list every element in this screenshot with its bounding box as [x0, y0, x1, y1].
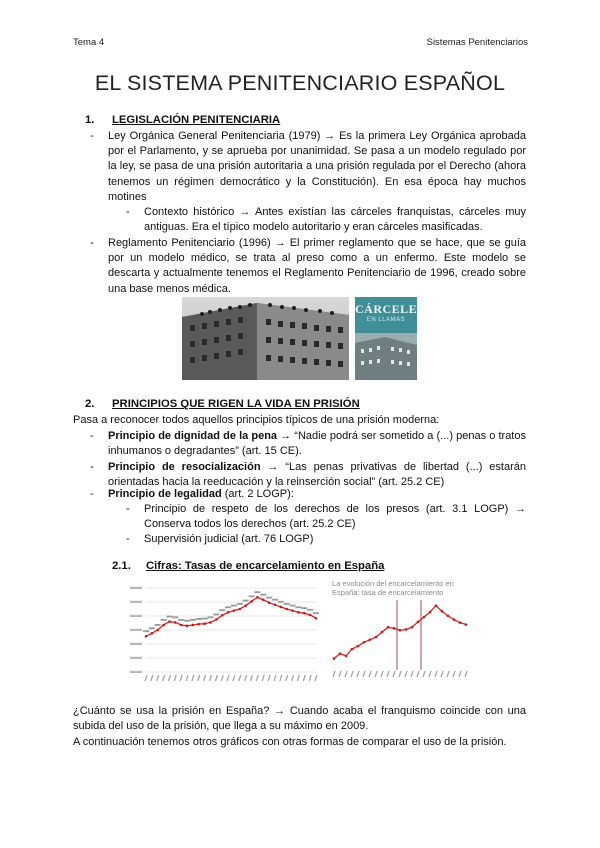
x-tick-label [215, 675, 217, 681]
x-tick-label [345, 671, 347, 677]
data-point [250, 600, 253, 603]
data-point [227, 611, 230, 614]
list-item-text: Ley Orgánica General Penitenciaria (1979) → Es la primera Ley Orgánica aprobada por el Parlamento, y se aprueba por unanimidad. Se pasa a un modelo regulado por la ley, se pasa de una prisión autoritaria a una prisión regulada por el Derecho (ahora tenemos un régimen democrático y la Constitución). En esa época hay muchos motines [108, 130, 526, 203]
section-2-1-number: 2.1. [112, 560, 131, 572]
x-tick-label [399, 671, 401, 677]
y-tick-label [130, 615, 142, 617]
x-tick-label [339, 671, 341, 677]
x-tick-label [198, 675, 200, 681]
prison-photo [182, 297, 349, 380]
section-1-title: LEGISLACIÓN PENITENCIARIA [112, 114, 281, 126]
list-item-ley-organica: - Ley Orgánica General Penitenciaria (1979) → Es la primera Ley Orgánica aprobada por el Parlamento, y se aprueba por unanimidad. Se pasa a un modelo regulado por la ley, se pasa de una prisión autoritaria a una prisión regulada por el Derecho (ahora tenemos un régimen democrático y la Constitución). En esa época hay muchos motines [90, 130, 526, 203]
x-tick-label [227, 675, 229, 681]
principle-name: Principio de dignidad de la pena [108, 430, 278, 442]
x-tick-label [357, 671, 359, 677]
y-tick-label [130, 629, 142, 631]
x-tick-label [174, 675, 176, 681]
data-label [272, 599, 278, 601]
x-tick-label [251, 675, 253, 681]
x-tick-label [423, 671, 425, 677]
data-point [174, 621, 177, 624]
x-tick-label [145, 675, 147, 681]
data-label [155, 624, 161, 626]
data-label [178, 619, 184, 621]
data-point [393, 627, 396, 630]
data-point [238, 608, 241, 611]
x-tick-label [405, 671, 407, 677]
list-item-text: Contexto histórico → Antes existían las cárceles franquistas, cárceles muy antiguas. Era el típico modelo autoritario y eran cárceles masificadas. [144, 206, 526, 234]
data-point [399, 629, 402, 632]
x-tick-label [429, 671, 431, 677]
data-point [280, 606, 283, 609]
x-tick-label [303, 675, 305, 681]
x-tick-label [256, 675, 258, 681]
data-point [453, 618, 456, 621]
data-label [166, 616, 172, 618]
data-point [429, 611, 432, 614]
data-point [423, 616, 426, 619]
principle-sub-supervision: - Supervisión judicial (art. 76 LOGP) [126, 533, 314, 545]
header-right: Sistemas Penitenciarios [426, 37, 528, 48]
series-line [334, 606, 466, 659]
data-point [345, 655, 348, 658]
x-tick-label [180, 675, 182, 681]
x-tick-label [315, 675, 317, 681]
data-label [295, 606, 301, 608]
x-tick-label [262, 675, 264, 681]
x-tick-label [453, 671, 455, 677]
closing-paragraph-1: ¿Cuánto se usa la prisión en España? → Cuando acaba el franquismo coincide con una subida del uso de la prisión, que llega a su máximo en 2009. [73, 705, 526, 733]
data-label [213, 614, 219, 616]
data-label [284, 603, 290, 605]
chart-1 [128, 578, 320, 686]
x-tick-label [417, 671, 419, 677]
x-tick-label [239, 675, 241, 681]
data-point [291, 609, 294, 612]
x-tick-label [192, 675, 194, 681]
data-point [411, 626, 414, 629]
x-tick-label [309, 675, 311, 681]
x-tick-label [163, 675, 165, 681]
data-point [381, 631, 384, 634]
principle-resocializacion: - Principio de resocialización → “Las penas privativas de libertad (...) estarán orientadas hacia la reeducación y la reinserción social” (art. 25.2 CE) [90, 461, 526, 489]
list-subitem-contexto: - Contexto histórico → Antes existían las cárceles franquistas, cárceles muy antiguas. Era el típico modelo autoritario y eran cárceles masificadas. [126, 206, 526, 234]
section-2-1-heading [112, 560, 384, 572]
section-2-1-title: Cifras: Tasas de encarcelamiento en España [146, 560, 385, 572]
x-tick-label [441, 671, 443, 677]
x-tick-label [280, 675, 282, 681]
list-item-text: Principio de respeto de los derechos de los presos (art. 3.1 LOGP) → Conserva todos los derechos (art. 25.2 CE) [144, 503, 526, 531]
data-point [363, 641, 366, 644]
x-tick-label [381, 671, 383, 677]
x-tick-label [233, 675, 235, 681]
data-label [143, 630, 149, 632]
data-label [149, 627, 155, 629]
data-point [357, 645, 360, 648]
data-point [215, 618, 218, 621]
data-point [268, 601, 271, 604]
x-tick-label [411, 671, 413, 677]
chart-2 [328, 578, 470, 686]
data-point [297, 611, 300, 614]
principle-name: Principio de resocialización [108, 461, 261, 473]
data-point [405, 628, 408, 631]
data-point [417, 621, 420, 624]
data-point [387, 626, 390, 629]
data-point [156, 629, 159, 632]
data-label [243, 600, 249, 602]
data-point [285, 608, 288, 611]
data-point [145, 635, 148, 638]
data-point [209, 621, 212, 624]
x-tick-label [297, 675, 299, 681]
data-point [441, 610, 444, 613]
y-tick-label [130, 587, 142, 589]
principle-legalidad: - Principio de legalidad (art. 2 LOGP): [90, 488, 294, 500]
data-label [184, 620, 190, 622]
data-label [237, 603, 243, 605]
data-label [202, 618, 208, 620]
data-label [313, 612, 319, 614]
y-tick-label [130, 601, 142, 603]
x-tick-label [375, 671, 377, 677]
data-label [307, 609, 313, 611]
data-label [196, 618, 202, 620]
data-point [197, 623, 200, 626]
data-label [301, 607, 307, 609]
section-2-heading [85, 398, 360, 410]
principle-text: → “Nadie podrá ser sometido a (...) penas o tratos inhumanos o degradantes” (art. 15 CE). [108, 430, 526, 458]
y-tick-label [130, 643, 142, 645]
section-1-number: 1. [85, 114, 95, 126]
data-point [333, 657, 336, 660]
data-point [459, 621, 462, 624]
data-point [233, 609, 236, 612]
page-title: EL SISTEMA PENITENCIARIO ESPAÑOL [94, 71, 506, 95]
principle-sub-derechos: - Principio de respeto de los derechos de los presos (art. 3.1 LOGP) → Conserva todos los derechos (art. 25.2 CE) [126, 503, 526, 531]
data-point [244, 604, 247, 607]
x-tick-label [387, 671, 389, 677]
header-left: Tema 4 [73, 37, 105, 48]
principle-text: (art. 2 LOGP): [221, 488, 294, 500]
book-cover [355, 297, 425, 380]
x-tick-label [186, 675, 188, 681]
data-label [254, 591, 260, 593]
x-tick-label [459, 671, 461, 677]
x-tick-label [268, 675, 270, 681]
x-tick-label [274, 675, 276, 681]
data-label [207, 616, 213, 618]
chart-1-plot [128, 578, 320, 686]
x-tick-label [168, 675, 170, 681]
data-point [309, 614, 312, 617]
section-1-heading [85, 114, 280, 126]
x-tick-label [245, 675, 247, 681]
list-item-text: Reglamento Penitenciario (1996) → El primer reglamento que se hace, que se guía por un modelo médico, se trata al preso como a un enfermo. Este modelo se descarta y actualmente tenemos el Reglamento Penitenciario de 1996, creado sobre una base menos médica. [108, 237, 526, 295]
data-point [465, 623, 468, 626]
x-tick-label [292, 675, 294, 681]
data-point [221, 614, 224, 617]
data-point [162, 624, 165, 627]
x-tick-label [221, 675, 223, 681]
data-point [375, 636, 378, 639]
data-point [256, 596, 259, 599]
x-tick-label [435, 671, 437, 677]
data-point [339, 652, 342, 655]
data-point [303, 612, 306, 615]
x-tick-label [351, 671, 353, 677]
book-title: CÁRCELES [355, 302, 425, 316]
y-tick-label [130, 671, 142, 673]
x-tick-label [157, 675, 159, 681]
section-2-intro: Pasa a reconocer todos aquellos principios típicos de una prisión moderna: [73, 414, 440, 426]
data-point [262, 598, 265, 601]
principle-text: → “Las penas privativas de libertad (...) estarán orientadas hacia la reeducación y la reinserción social” (art. 25.2 CE) [108, 461, 526, 489]
x-tick-label [363, 671, 365, 677]
data-point [351, 648, 354, 651]
data-label [278, 601, 284, 603]
data-label [190, 619, 196, 621]
x-tick-label [286, 675, 288, 681]
data-point [435, 604, 438, 607]
data-point [192, 624, 195, 627]
data-point [168, 620, 171, 623]
x-tick-label [369, 671, 371, 677]
principle-name: Principio de legalidad [108, 488, 222, 500]
data-point [180, 624, 183, 627]
chart-2-caption-line1: La evolución del encarcelamiento en [332, 579, 454, 588]
book-subtitle: EN LLAMAS [366, 317, 406, 323]
data-label [249, 595, 255, 597]
x-tick-label [393, 671, 395, 677]
principle-dignidad: - Principio de dignidad de la pena → “Nadie podrá ser sometido a (...) penas o tratos inhumanos o degradantes” (art. 15 CE). [90, 430, 526, 458]
data-point [274, 604, 277, 607]
data-point [369, 638, 372, 641]
x-tick-label [151, 675, 153, 681]
closing-paragraph-2: A continuación tenemos otros gráficos con otras formas de comparar el uso de la prisión. [73, 736, 507, 748]
data-label [266, 597, 272, 599]
data-label [260, 594, 266, 596]
list-item-reglamento: - Reglamento Penitenciario (1996) → El primer reglamento que se hace, que se guía por un modelo médico, se trata al preso como a un enfermo. Este modelo se descarta y actualmente tenemos el Reglamento Penitenciario de 1996, creado sobre una base menos médica. [90, 237, 526, 295]
x-tick-label [204, 675, 206, 681]
data-point [203, 622, 206, 625]
data-label [225, 606, 231, 608]
chart-2-plot [328, 578, 470, 686]
data-point [315, 617, 318, 620]
data-label [161, 619, 167, 621]
list-item-text: Supervisión judicial (art. 76 LOGP) [144, 533, 314, 545]
data-point [151, 632, 154, 635]
data-point [447, 615, 450, 618]
chart-2-caption-line2: España: tasa de encarcelamiento [332, 588, 444, 597]
y-tick-label [130, 657, 142, 659]
x-tick-label [209, 675, 211, 681]
data-point [186, 625, 189, 628]
data-label [290, 605, 296, 607]
data-label [219, 609, 225, 611]
section-2-title: PRINCIPIOS QUE RIGEN LA VIDA EN PRISIÓN [112, 398, 360, 410]
section-2-number: 2. [85, 398, 95, 410]
x-tick-label [333, 671, 335, 677]
x-tick-label [447, 671, 449, 677]
data-label [172, 616, 178, 618]
data-label [231, 605, 237, 607]
x-tick-label [465, 671, 467, 677]
